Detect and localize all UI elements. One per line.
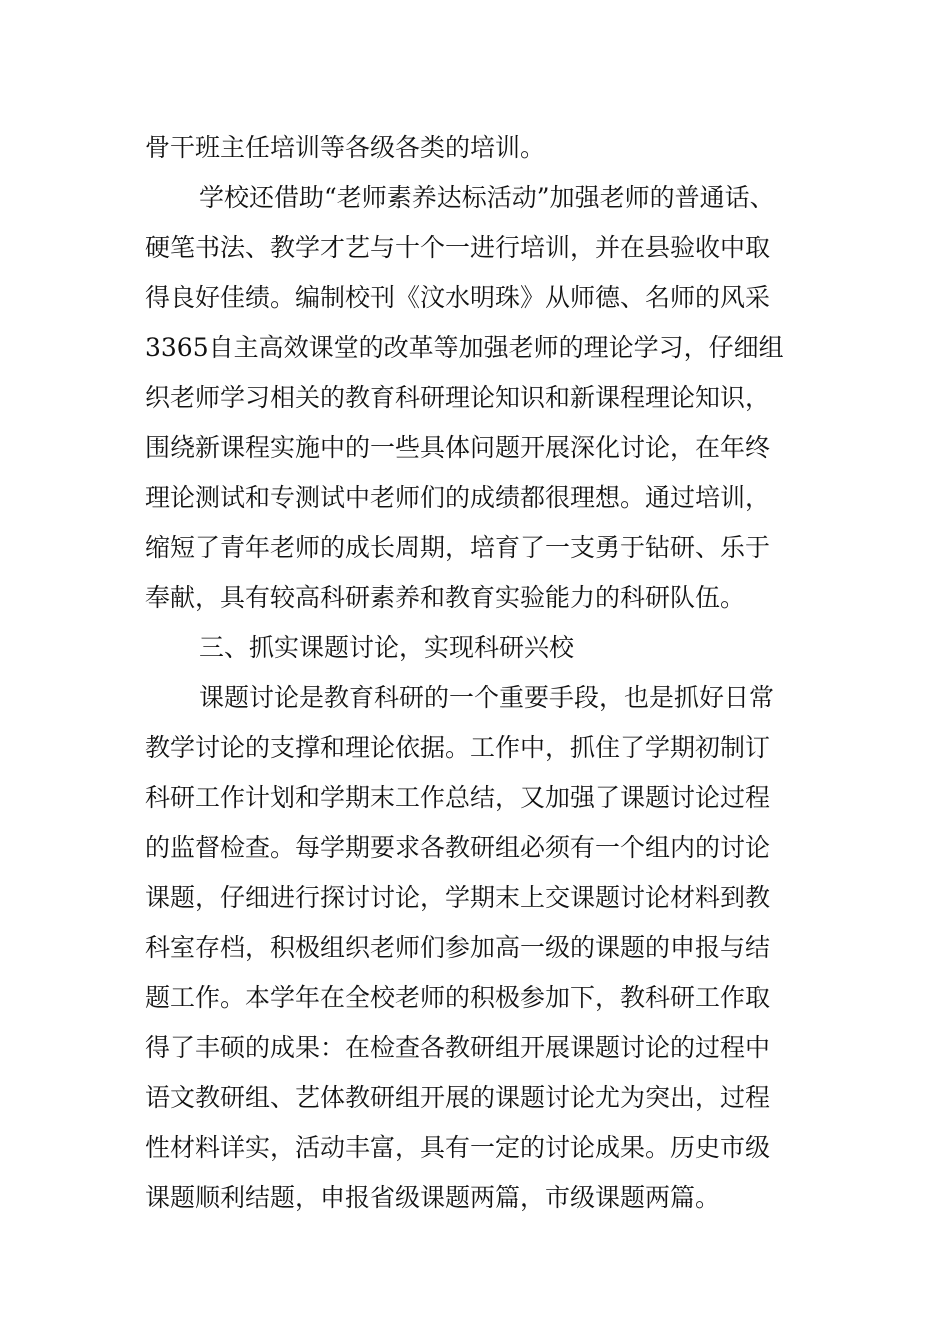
text-line-3: 硬笔书法、教学才艺与十个一进行培训，并在县验收中取 <box>145 233 771 262</box>
text-line-12: 课题讨论是教育科研的一个重要手段，也是抓好日常 <box>199 683 775 712</box>
text-line-7: 围绕新课程实施中的一些具体问题开展深化讨论，在年终 <box>145 433 771 462</box>
text-line-20: 语文教研组、艺体教研组开展的课题讨论尤为突出，过程 <box>145 1083 771 1112</box>
text-line-4: 得良好佳绩。编制校刊《汶水明珠》从师德、名师的风采 <box>145 283 771 312</box>
text-line-8: 理论测试和专测试中老师们的成绩都很理想。通过培训， <box>145 483 771 512</box>
text-line-18: 题工作。本学年在全校老师的积极参加下，教科研工作取 <box>145 983 771 1012</box>
text-line-17: 科室存档，积极组织老师们参加高一级的课题的申报与结 <box>145 933 771 962</box>
text-line-19: 得了丰硕的成果：在检查各教研组开展课题讨论的过程中 <box>145 1033 771 1062</box>
section-heading: 三、抓实课题讨论，实现科研兴校 <box>199 633 575 662</box>
document-page <box>145 0 825 1344</box>
text-line-6: 织老师学习相关的教育科研理论知识和新课程理论知识， <box>145 383 771 412</box>
text-line-10: 奉献，具有较高科研素养和教育实验能力的科研队伍。 <box>145 583 746 612</box>
text-line-9: 缩短了青年老师的成长周期，培育了一支勇于钻研、乐于 <box>145 533 771 562</box>
text-line-15: 的监督检查。每学期要求各教研组必须有一个组内的讨论 <box>145 833 771 862</box>
text-line-2: 学校还借助“老师素养达标活动”加强老师的普通话、 <box>199 183 775 212</box>
text-line-16: 课题，仔细进行探讨讨论，学期末上交课题讨论材料到教 <box>145 883 771 912</box>
text-line-22: 课题顺利结题，申报省级课题两篇，市级课题两篇。 <box>145 1183 721 1212</box>
text-line-21: 性材料详实，活动丰富，具有一定的讨论成果。历史市级 <box>145 1133 771 1162</box>
text-line-5: 3365自主高效课堂的改革等加强老师的理论学习，仔细组 <box>145 333 784 362</box>
text-line-14: 科研工作计划和学期末工作总结，又加强了课题讨论过程 <box>145 783 771 812</box>
text-line-1: 骨干班主任培训等各级各类的培训。 <box>145 133 546 162</box>
text-line-13: 教学讨论的支撑和理论依据。工作中，抓住了学期初制订 <box>145 733 771 762</box>
